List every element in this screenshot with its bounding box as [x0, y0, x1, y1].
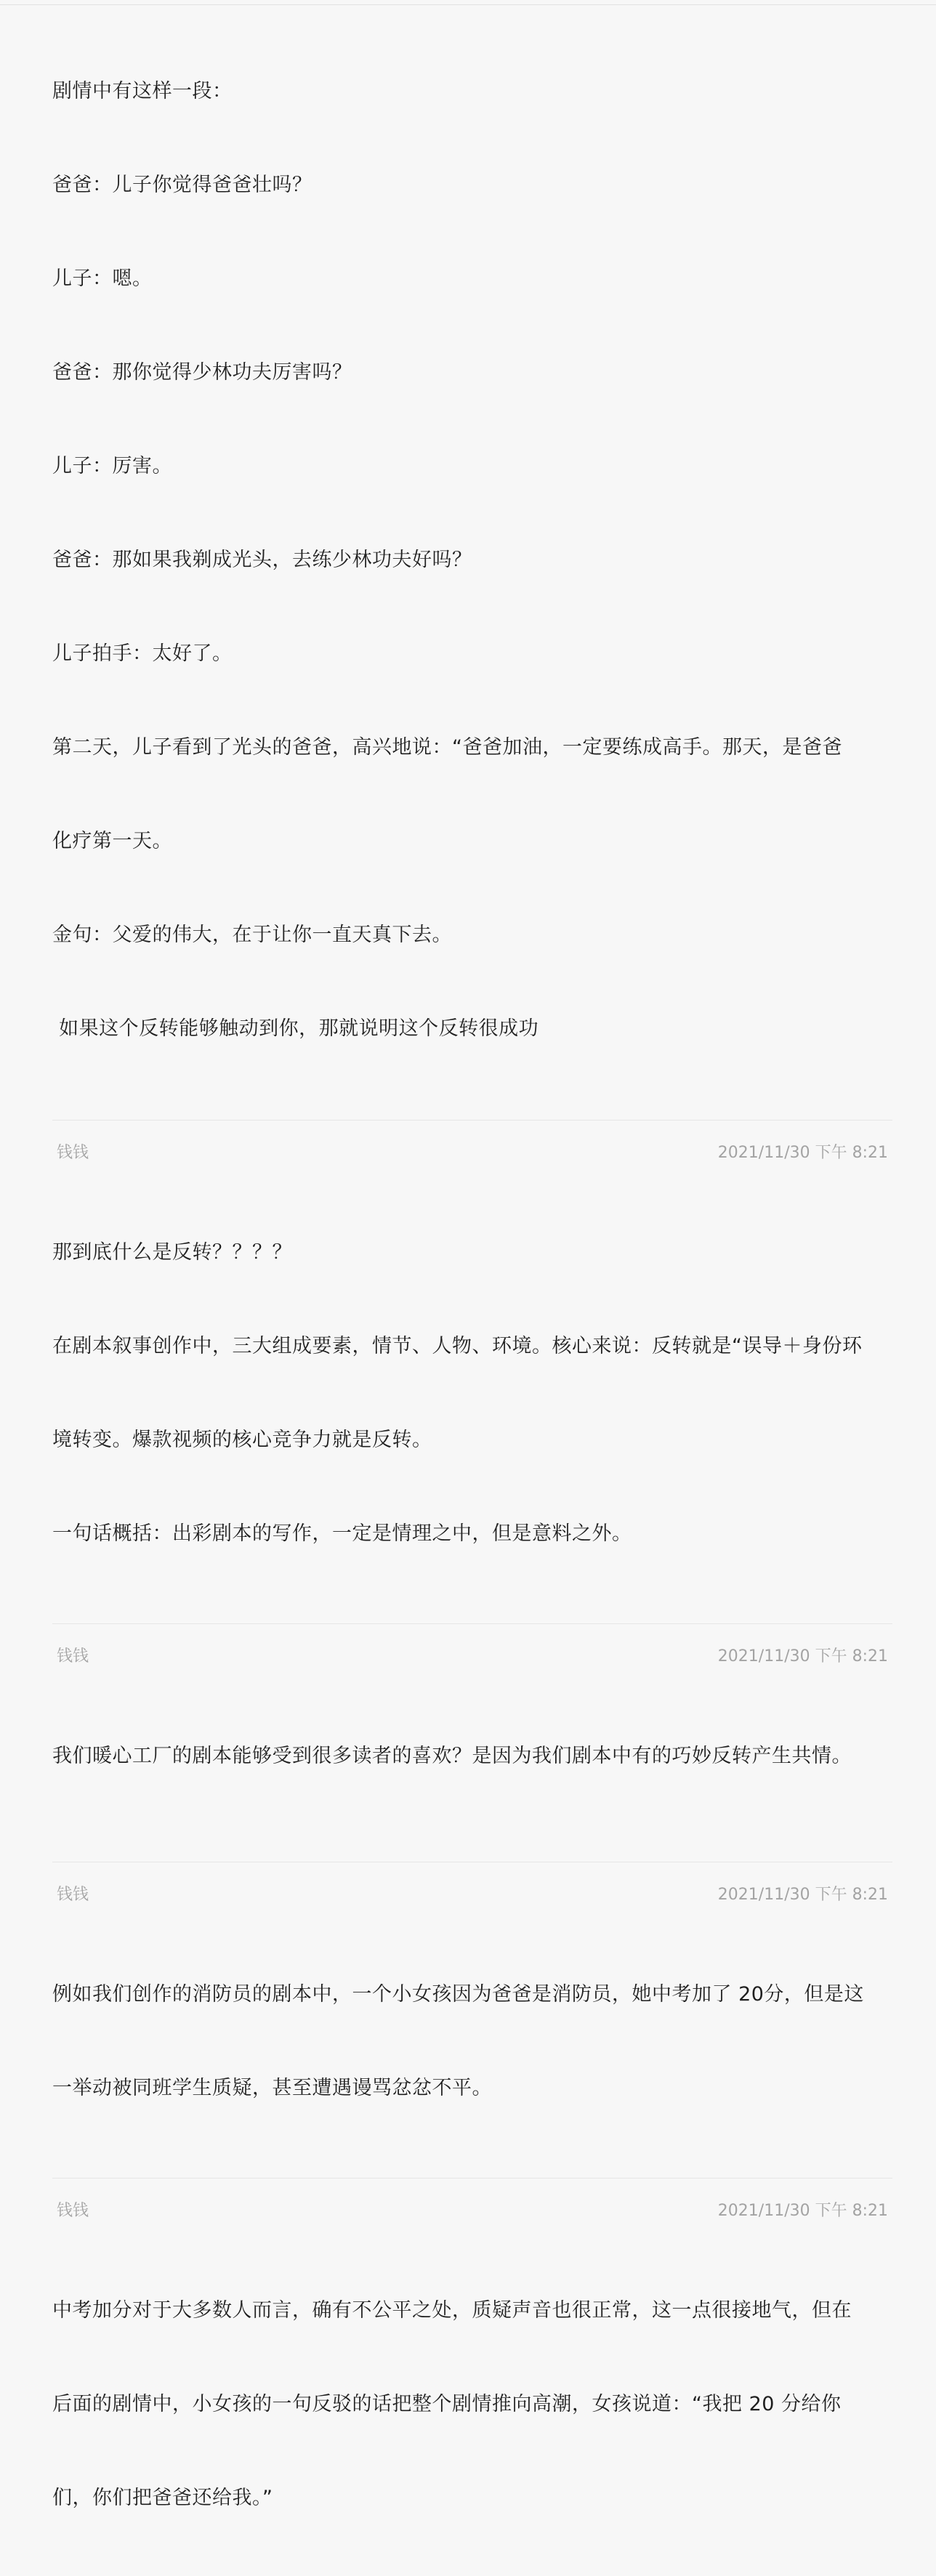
message-header — [52, 1136, 892, 1166]
message-line: 爸爸：那如果我剃成光头，去练少林功夫好吗？ — [52, 549, 472, 571]
message-line: 中考加分对于大多数人而言，确有不公平之处，质疑声音也很正常，这一点很接地气，但在 — [52, 2299, 852, 2322]
top-edge — [0, 0, 936, 5]
message-line: 剧情中有这样一段： — [52, 80, 233, 102]
message-line: 儿子拍手：太好了。 — [52, 642, 233, 665]
message-line: 们，你们把爸爸还给我。” — [52, 2487, 273, 2509]
timestamp: 2021/11/30 下午 8:21 — [717, 1143, 888, 1162]
message-line: 那到底什么是反转？？？？ — [52, 1241, 292, 1264]
message-line: 一举动被同班学生质疑，甚至遭遇谩骂忿忿不平。 — [52, 2077, 492, 2099]
message-header — [52, 2195, 892, 2224]
timestamp: 2021/11/30 下午 8:21 — [717, 1647, 888, 1665]
message-item[interactable] — [52, 1862, 892, 2178]
sender-name: 钱钱 — [57, 2201, 89, 2220]
message-header — [52, 1878, 892, 1907]
message-body-first — [52, 13, 892, 1120]
chat-history[interactable] — [52, 13, 892, 2576]
sender-name: 钱钱 — [57, 1143, 89, 1162]
timestamp: 2021/11/30 下午 8:21 — [717, 2201, 888, 2220]
message-line: 在剧本叙事创作中，三大组成要素，情节、人物、环境。核心来说：反转就是“误导＋身份环 — [52, 1335, 863, 1357]
message-body — [52, 1166, 892, 1612]
message-line: 例如我们创作的消防员的剧本中，一个小女孩因为爸爸是消防员，她中考加了 20分，但是这 — [52, 1983, 864, 2006]
message-item[interactable] — [52, 2179, 892, 2576]
message-line: 第二天，儿子看到了光头的爸爸，高兴地说：“爸爸加油，一定要练成高手。那天，是爸爸 — [52, 736, 842, 759]
message-line: 儿子：嗯。 — [52, 267, 153, 290]
message-body — [52, 1669, 892, 1834]
message-line: 境转变。爆款视频的核心竞争力就是反转。 — [52, 1429, 432, 1451]
message-line: 我们暖心工厂的剧本能够受到很多读者的喜欢？是因为我们剧本中有的巧妙反转产生共情。 — [52, 1745, 852, 1767]
message-line: 如果这个反转能够触动到你，那就说明这个反转很成功 — [52, 1017, 539, 1040]
sender-name: 钱钱 — [57, 1647, 89, 1665]
message-line: 后面的剧情中，小女孩的一句反驳的话把整个剧情推向高潮，女孩说道：“我把 20 分给你 — [52, 2393, 842, 2415]
message-line: 一句话概括：出彩剧本的写作，一定是情理之中，但是意料之外。 — [52, 1522, 632, 1545]
message-line: 化疗第一天。 — [52, 830, 172, 852]
sender-name: 钱钱 — [57, 1885, 89, 1904]
message-line: 儿子：厉害。 — [52, 455, 172, 477]
message-body — [52, 1907, 892, 2166]
message-header — [52, 1640, 892, 1669]
message-item[interactable] — [52, 1121, 892, 1623]
message-item[interactable] — [52, 1624, 892, 1862]
timestamp: 2021/11/30 下午 8:21 — [717, 1885, 888, 1904]
message-line: 金句：父爱的伟大，在于让你一直天真下去。 — [52, 924, 452, 946]
message-body — [52, 2224, 892, 2576]
message-line: 爸爸：那你觉得少林功夫厉害吗？ — [52, 361, 352, 384]
message-line: 爸爸：儿子你觉得爸爸壮吗？ — [52, 174, 312, 196]
